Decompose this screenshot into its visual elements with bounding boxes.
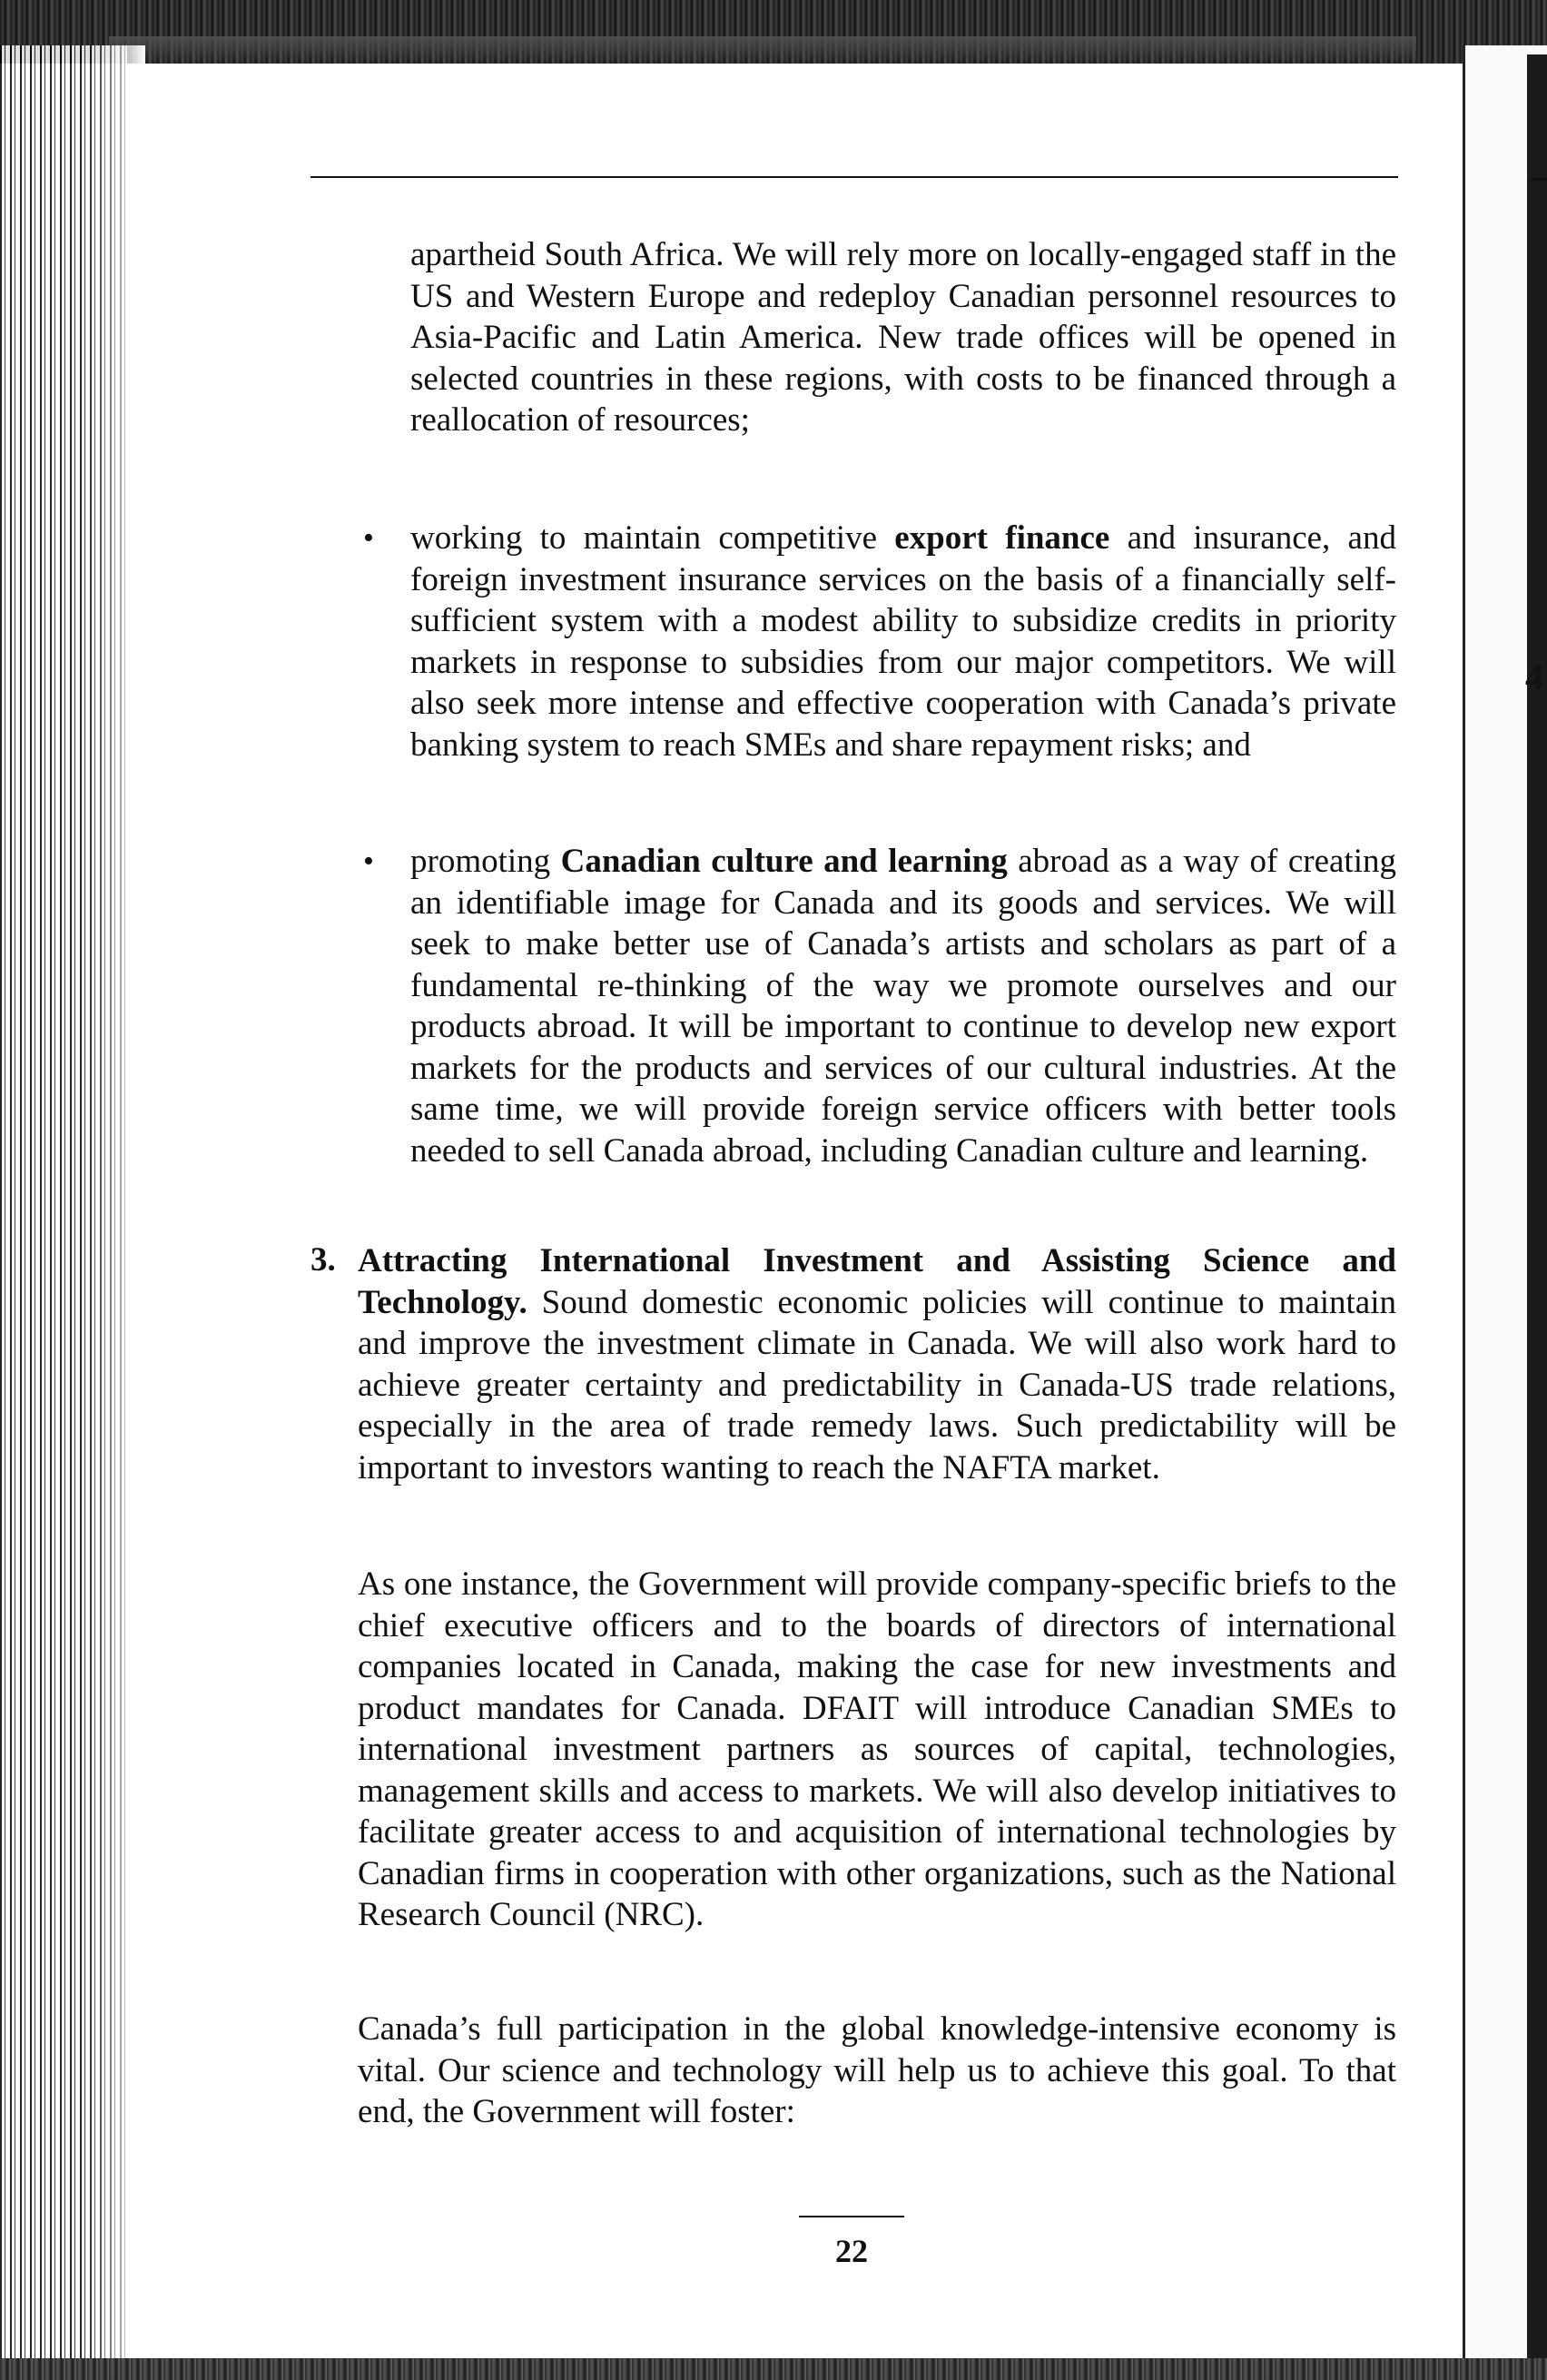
bullet-lead: promoting	[410, 843, 561, 880]
footer-rule	[799, 2216, 904, 2217]
bullet-culture	[410, 841, 1396, 1171]
section-heading: Attracting International Investment and Assisting Science and Technology.	[358, 1242, 1396, 1321]
section-3-paragraph	[358, 1240, 1396, 1488]
bullet-lead: working to maintain competitive	[410, 519, 895, 557]
margin-mark: 4	[1525, 657, 1543, 697]
book-edge-right	[1527, 54, 1547, 2361]
paragraph-continued: apartheid South Africa. We will rely more on locally-engaged staff in the US and Western Europe and redeploy Canadian personnel resources to Asia-Pacific and Latin America. New trade offices will be opened in selected countries in these regions, with costs to be financed through a reallocation of resources;	[410, 236, 1396, 439]
scan-shadow-top	[109, 36, 1416, 64]
scan-edge-bottom	[0, 2358, 1547, 2380]
header-rule	[310, 176, 1398, 178]
bullet-keyword: Canadian culture and learning	[560, 843, 1008, 880]
bullet-marker: •	[363, 844, 374, 878]
bullet-keyword: export finance	[894, 519, 1110, 557]
paragraph-knowledge: Canada’s full participation in the global knowledge-intensive economy is vital. Our science and technology will help us to achieve this goal. To that end, the Government will foster:	[358, 2010, 1396, 2130]
paragraph-instance: As one instance, the Government will provide company-specific briefs to the chief executive officers and to the boards of directors of international companies located in Canada, making the case for new investments and product mandates for Canada. DFAIT will introduce Canadian SMEs to international investment partners as sources of capital, technologies, management skills and access to markets. We will also develop initiatives to facilitate greater access to and acquisition of international technologies by Canadian firms in cooperation with other organizations, such as the National Research Council (NRC).	[358, 1565, 1396, 1933]
section-body: Sound domestic economic policies will continue to maintain and improve the investment climate in Canada. We will also work hard to achieve greater certainty and predictability in Canada-US trade relations, especially in the area of trade remedy laws. Such predictability will be important to investors wanting to reach the NAFTA market.	[358, 1283, 1396, 1486]
bullet-export-finance	[410, 518, 1396, 765]
section-number: 3.	[310, 1241, 336, 1279]
page-number: 22	[835, 2233, 868, 2269]
bullet-marker: •	[363, 521, 374, 555]
bullet-body: and insurance, and foreign investment insurance services on the basis of a financially self-sufficient system with a modest ability to subsidize credits in priority markets in response to subsidies from our major competitors. We will also seek more intense and effective cooperation with Canada’s private banking system to reach SMEs and share repayment risks; and	[410, 519, 1396, 764]
margin-dash	[1531, 178, 1547, 181]
book-spine-fade	[0, 45, 145, 2370]
bullet-body: abroad as a way of creating an identifiable image for Canada and its goods and services. We will seek to make better use of Canada’s artists and scholars as part of a fundamental re-thinking of the way we promote ourselves and our products abroad. It will be important to continue to develop new export markets for the products and services of our cultural industries. At the same time, we will provide foreign service officers with better tools needed to sell Canada abroad, including Canadian culture and learning.	[410, 843, 1396, 1170]
